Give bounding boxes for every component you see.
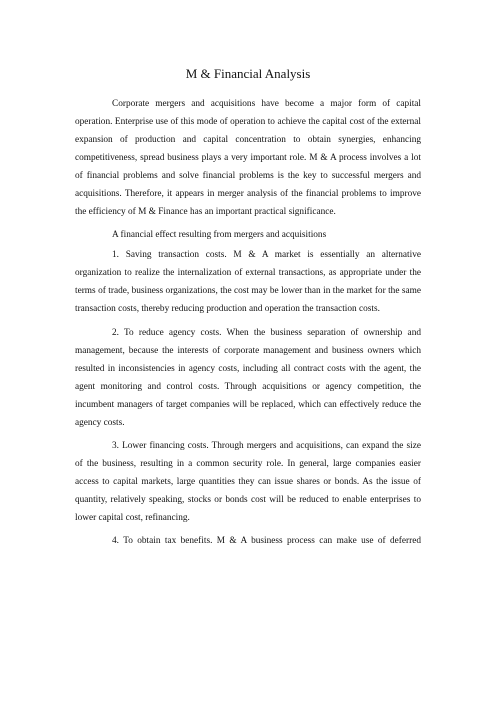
point-paragraph-2: 2. To reduce agency costs. When the business separation of ownership and management, because the interests of corporate management and business owners which resulted in inconsistencies in agency costs, including all contract costs with the agent, the agent monitoring and control costs. Through acquisitions or agency competition, the incumbent managers of target companies will be replaced, which can effectively reduce the agency costs.	[75, 327, 421, 428]
intro-paragraph: Corporate mergers and acquisitions have become a major form of capital operation. Enterprise use of this mode of operation to achieve the capital cost of the external expansion of production and capital concentration to obtain synergies, enhancing competitiveness, spread business plays a very important role. M & A process involves a lot of financial problems and solve financial problems is the key to successful mergers and acquisitions. Therefore, it appears in merger analysis of the financial problems to improve the efficiency of M & Finance has an important practical significance.	[75, 99, 421, 218]
document-title: M & Financial Analysis	[185, 66, 311, 81]
point-paragraph-4-start: 4. To obtain tax benefits. M & A business process can make use of deferred	[112, 536, 421, 547]
point-paragraph-3: 3. Lower financing costs. Through mergers and acquisitions, can expand the size of the business, resulting in a common security role. In general, large companies easier access to capital markets, large quantities they can issue shares or bonds. As the issue of quantity, relatively speaking, stocks or bonds cost will be reduced to enable enterprises to lower capital cost, refinancing.	[75, 440, 421, 523]
section-heading: A financial effect resulting from mergers and acquisitions	[112, 230, 327, 241]
point-paragraph-1: 1. Saving transaction costs. M & A market is essentially an alternative organization to realize the internalization of external transactions, as appropriate under the terms of trade, business organizations, the cost may be lower than in the market for the same transaction costs, thereby reducing production and operation the transaction costs.	[75, 250, 421, 315]
